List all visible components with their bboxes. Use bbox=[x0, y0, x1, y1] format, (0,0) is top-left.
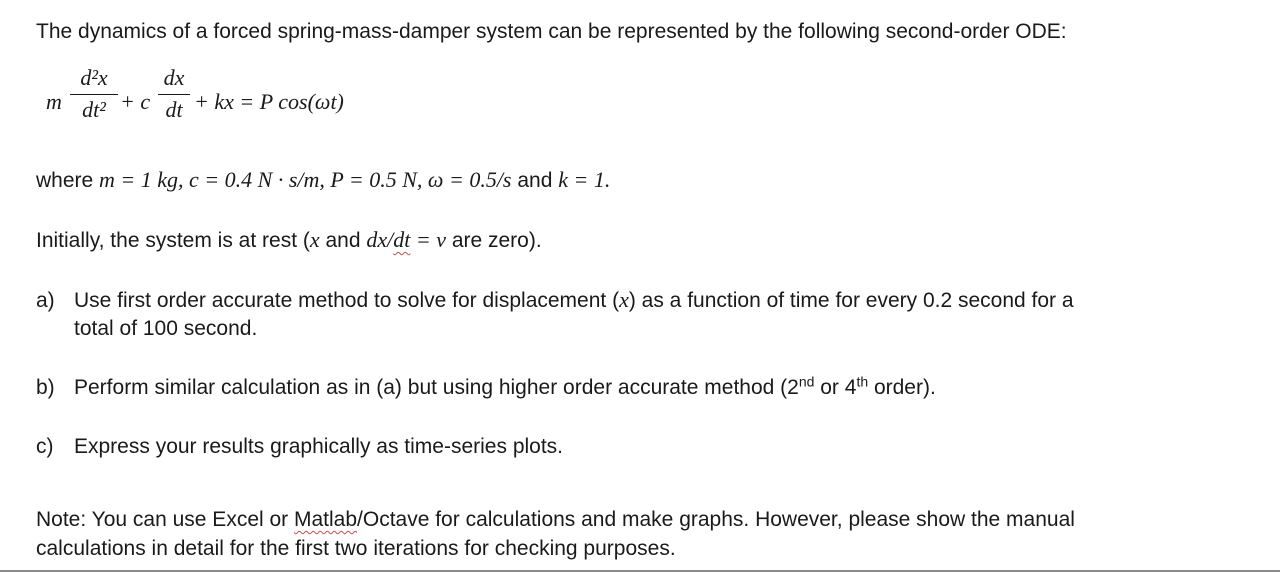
note-matlab: Matlab bbox=[294, 508, 358, 531]
eq-fraction-first-derivative bbox=[158, 64, 190, 124]
initial-dt: dt bbox=[393, 227, 411, 252]
eq-frac2-bar bbox=[158, 94, 190, 95]
item-b-label: b) bbox=[36, 376, 55, 399]
item-c-label: c) bbox=[36, 435, 54, 458]
note-line2: calculations in detail for the first two iterations for checking purposes. bbox=[36, 537, 676, 560]
item-c bbox=[36, 433, 563, 461]
eq-frac2-numerator: dx bbox=[163, 65, 185, 90]
eq-frac1-denominator: dt² bbox=[82, 97, 106, 122]
initial-x: x bbox=[309, 227, 320, 252]
initial-dx: dx/ bbox=[366, 227, 394, 252]
note-line1 bbox=[36, 506, 1075, 534]
parameters-line bbox=[36, 166, 610, 195]
bottom-divider bbox=[0, 570, 1280, 572]
eq-fraction-second-derivative bbox=[70, 64, 118, 124]
item-b-text-mid: or 4 bbox=[814, 376, 857, 399]
initial-eq-v: = v bbox=[410, 227, 446, 252]
item-a bbox=[36, 286, 1074, 315]
item-a-label: a) bbox=[36, 289, 55, 312]
eq-frac1-numerator: d²x bbox=[80, 65, 108, 90]
intro-text: The dynamics of a forced spring-mass-damper system can be represented by the following second-order ODE: bbox=[36, 20, 1067, 43]
item-b-sup-th: th bbox=[856, 373, 869, 390]
item-b-sup-nd: nd bbox=[798, 373, 815, 390]
item-c-text: Express your results graphically as time-series plots. bbox=[74, 435, 564, 458]
params-values: m = 1 kg, c = 0.4 N · s/m, P = 0.5 N, ω = 0.5/s bbox=[99, 167, 512, 192]
item-b-text-before: Perform similar calculation as in (a) but using higher order accurate method (2 bbox=[74, 376, 799, 399]
note-before: Note: You can use Excel or bbox=[36, 508, 294, 531]
params-k: k = 1. bbox=[558, 167, 611, 192]
eq-m: m bbox=[46, 89, 62, 114]
initial-after: are zero). bbox=[445, 229, 542, 252]
initial-conditions-line bbox=[36, 226, 542, 255]
eq-frac1-bar bbox=[70, 94, 118, 95]
params-prefix: where bbox=[36, 169, 100, 192]
initial-before: Initially, the system is at rest ( bbox=[36, 229, 310, 252]
eq-frac2-denominator: dt bbox=[165, 97, 183, 122]
note-after: /Octave for calculations and make graphs. However, please show the manual bbox=[357, 508, 1075, 531]
item-a-text-after: ) as a function of time for every 0.2 second for a bbox=[628, 289, 1074, 312]
params-and: and bbox=[511, 169, 559, 192]
initial-and: and bbox=[319, 229, 367, 252]
item-a-x: x bbox=[619, 287, 629, 312]
item-a-line2: total of 100 second. bbox=[74, 317, 258, 340]
eq-rhs: + kx = P cos(ωt) bbox=[194, 89, 344, 114]
item-b bbox=[36, 374, 936, 402]
item-a-text-before: Use first order accurate method to solve for displacement ( bbox=[74, 289, 620, 312]
eq-damping-term: + c bbox=[120, 89, 151, 114]
item-b-text-after: order). bbox=[868, 376, 936, 399]
